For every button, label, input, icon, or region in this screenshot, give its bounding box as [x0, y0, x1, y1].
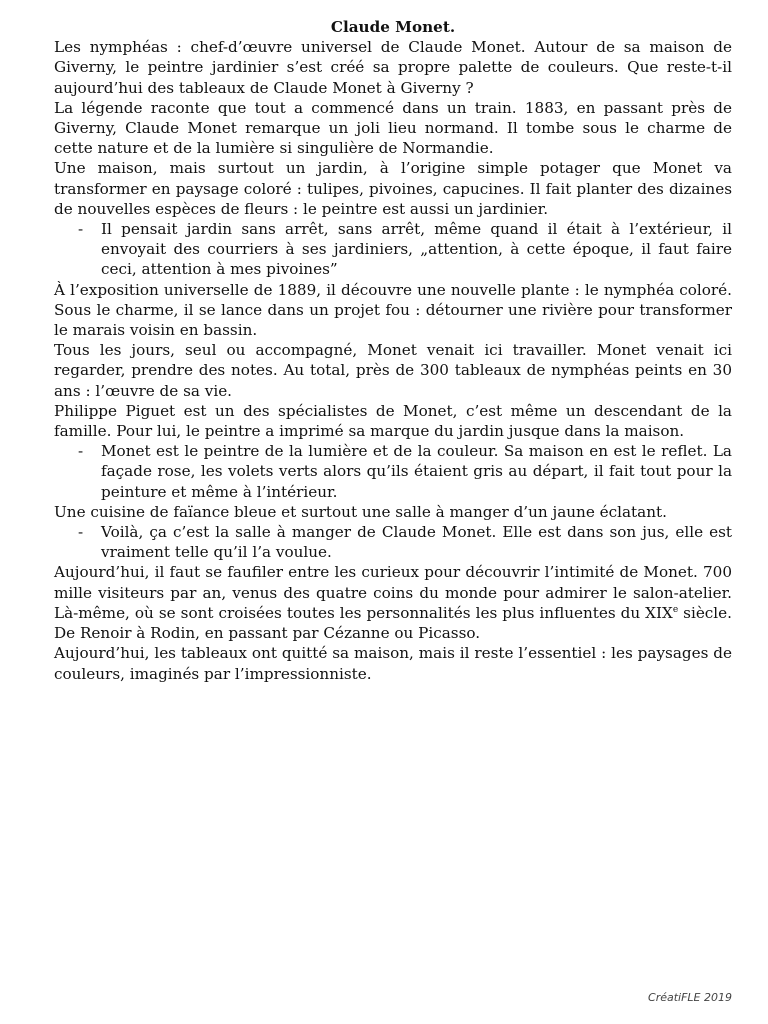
- paragraph-legend: La légende raconte que tout a commencé dans un train. 1883, en passant près de Giverny, Claude Monet remarque un joli lieu normand. Il tombe sous le charme de cette nature et de la lumière si singulière de Normandie.: [54, 98, 732, 158]
- dash-bullet: -: [78, 220, 84, 239]
- paragraph-intro: Les nymphéas : chef-d’œuvre universel de Claude Monet. Autour de sa maison de Giverny, le peintre jardinier s’est créé sa propre palette de couleurs. Que reste-t-il aujourd’hui des tableaux de Claude Monet à Giverny ?: [54, 38, 732, 97]
- quote-text: Voilà, ça c’est la salle à manger de Claude Monet. Elle est dans son jus, elle est vraiment telle qu’il l’a voulue.: [101, 523, 732, 562]
- quote-list-garden: [54, 219, 732, 280]
- quote-item: [78, 219, 732, 280]
- paragraph-garden: Une maison, mais surtout un jardin, à l’origine simple potager que Monet va transformer en paysage coloré : tulipes, pivoines, capucines. Il fait planter des dizaines de nouvelles espèces de fleurs : le peintre est aussi un jardinier.: [54, 159, 732, 218]
- quote-list-house: [54, 441, 732, 502]
- document-body: [54, 17, 732, 684]
- century-superscript: e: [672, 604, 679, 615]
- paragraph-visitors: [54, 562, 732, 643]
- dash-bullet: -: [78, 523, 84, 542]
- quote-text: Il pensait jardin sans arrêt, sans arrêt, même quand il était à l’extérieur, il envoyait des courriers à ses jardiniers, „attention, à cette époque, il faut faire ceci, attention à mes pivoines”: [101, 220, 732, 279]
- paragraph-conclusion: Aujourd’hui, les tableaux ont quitté sa maison, mais il reste l’essentiel : les paysages de couleurs, imaginés par l’impressionniste.: [54, 644, 732, 683]
- page-title: Claude Monet.: [330, 18, 456, 36]
- paragraph-piguet: Philippe Piguet est un des spécialistes de Monet, c’est même un descendant de la famille. Pour lui, le peintre a imprimé sa marque du jardin jusque dans la maison.: [54, 401, 732, 441]
- dash-bullet: -: [78, 442, 84, 461]
- quote-list-dining: [54, 522, 732, 562]
- visitors-text-end: siècle. De Renoir à Rodin, en passant par Cézanne ou Picasso.: [54, 603, 732, 643]
- paragraph-daily-work: Tous les jours, seul ou accompagné, Monet venait ici travailler. Monet venait ici regarder, prendre des notes. Au total, près de 300 tableaux de nymphéas peints en 30 ans : l’œuvre de sa vie.: [54, 341, 732, 400]
- visitors-text: Aujourd’hui, il faut se faufiler entre les curieux pour découvrir l’intimité de Monet. 700 mille visiteurs par an, venus des quatre coins du monde pour admirer le salon-atelier. Là-même, où se sont croisées toutes les personnalités les plus influentes du XIX: [54, 563, 732, 622]
- quote-text: Monet est le peintre de la lumière et de la couleur. Sa maison en est le reflet. La façade rose, les volets verts alors qu’ils étaient gris au départ, il fait tout pour la peinture et même à l’intérieur.: [101, 442, 732, 501]
- quote-item: [78, 522, 732, 562]
- paragraph-kitchen: Une cuisine de faïance bleue et surtout une salle à manger d’un jaune éclatant.: [54, 502, 667, 521]
- quote-item: [78, 441, 732, 502]
- footer-credit: CréatiFLE 2019: [648, 991, 732, 1004]
- paragraph-exposition: À l’exposition universelle de 1889, il découvre une nouvelle plante : le nymphéa coloré. Sous le charme, il se lance dans un projet fou : détourner une rivière pour transformer le marais voisin en bassin.: [54, 280, 732, 340]
